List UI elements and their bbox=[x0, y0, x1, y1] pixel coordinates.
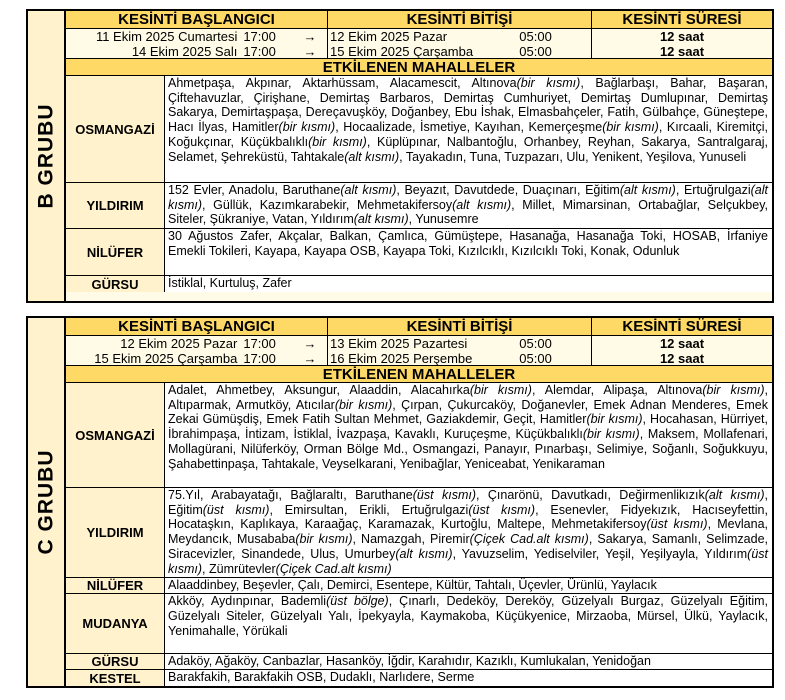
district-row bbox=[66, 383, 772, 488]
neighborhood-list: 152 Evler, Anadolu, Baruthane(alt kısmı), Beyazıt, Davutdede, Duaçınarı, Eğitim(alt kısmı), Ertuğrulgazi(alt kısmı), Güllük, Kazımkarabekir, Mehmetakifersoy(alt kısmı), Millet, Mimarsinan, Ortabağlar, Selçukbey, Siteler, Şükraniye, Vatan, Yıldırım(alt kısmı), Yunusemre bbox=[165, 183, 772, 228]
end-time: 05:00 bbox=[519, 29, 552, 44]
group-c-table bbox=[26, 316, 774, 688]
district-name: OSMANGAZİ bbox=[66, 383, 165, 487]
end-header: KESİNTİ BİTİŞİ bbox=[328, 11, 592, 28]
schedule-row bbox=[66, 351, 772, 366]
duration: 12 saat bbox=[659, 29, 705, 44]
start-header: KESİNTİ BAŞLANGICI bbox=[66, 318, 328, 335]
start-date: 12 Ekim 2025 Pazar bbox=[120, 336, 238, 351]
duration-header: KESİNTİ SÜRESİ bbox=[622, 318, 742, 335]
start-date: 14 Ekim 2025 Salı bbox=[131, 44, 238, 59]
district-name: NİLÜFER bbox=[66, 229, 165, 275]
group-content bbox=[66, 11, 772, 301]
neighborhood-list: Barakfakih, Barakfakih OSB, Dudaklı, Narlıdere, Serme bbox=[165, 670, 772, 686]
neighborhood-list: Ahmetpaşa, Akpınar, Aktarhüssam, Alacamescit, Altınova(bir kısmı), Bağlarbaşı, Bahar, Başaran, Çiftehavuzlar, Çirişhane, Demirtaş Barbaros, Demirtaş Cumhuriyet, Demirtaş Dumlupınar, Demirtaş Sakarya, Demirtaşpaşa, Dereçavuşköy, Doğanbey, Ebu İshak, Elmasbahçeler, Fatih, Gülbahçe, Güneştepe, Hacı İlyas, Hamitler(bir kısmı), Hocaalizade, İsmetiye, Kayıhan, Kemerçeşme(bir kısmı), Kırcaali, Kiremitçi, Koğukçınar, Küçükbalıklı(bir kısmı), Küplüpınar, Nalbantoğlu, Orhanbey, Reyhan, Sakarya, Santralgaraj, Selamet, Şehreküstü, Tahtakale(alt kısmı), Tayakadın, Tuna, Tuzpazarı, Ulu, Yenikent, Yeşilova, Yunuseli bbox=[165, 76, 772, 182]
header-row bbox=[66, 318, 772, 336]
end-time: 05:00 bbox=[519, 44, 552, 59]
duration-header: KESİNTİ SÜRESİ bbox=[622, 11, 742, 28]
district-name: YILDIRIM bbox=[66, 488, 165, 577]
start-time: 17:00 bbox=[243, 44, 276, 59]
group-b-table bbox=[26, 9, 774, 303]
end-date: 16 Ekim 2025 Perşembe bbox=[330, 351, 473, 366]
district-name: KESTEL bbox=[66, 670, 165, 686]
start-date: 15 Ekim 2025 Çarşamba bbox=[94, 351, 238, 366]
end-date: 15 Ekim 2025 Çarşamba bbox=[330, 44, 474, 59]
end-date: 12 Ekim 2025 Pazar bbox=[330, 29, 448, 44]
neighborhood-list: Alaaddinbey, Beşevler, Çalı, Demirci, Esentepe, Kültür, Tahtalı, Üçevler, Ürünlü, Yaylacık bbox=[165, 578, 772, 593]
neighborhood-list: Akköy, Aydınpınar, Bademli(üst bölge), Çınarlı, Dedeköy, Dereköy, Güzelyalı Burgaz, Güzelyalı Eğitim, Güzelyalı Siteler, Güzelyalı Yalı, İpekyayla, Kaymakoba, Küçükyenice, Mirzaoba, Mürsel, Ülkü, Yaylacık, Yenimahalle, Yörükali bbox=[165, 594, 772, 653]
district-row bbox=[66, 183, 772, 229]
end-time: 05:00 bbox=[519, 351, 552, 366]
duration: 12 saat bbox=[659, 44, 705, 59]
district-row bbox=[66, 488, 772, 578]
district-name: NİLÜFER bbox=[66, 578, 165, 593]
header-row bbox=[66, 11, 772, 29]
schedule-row bbox=[66, 44, 772, 59]
duration: 12 saat bbox=[659, 336, 705, 351]
district-row bbox=[66, 670, 772, 686]
group-content bbox=[66, 318, 772, 686]
neighborhood-list: Adalet, Ahmetbey, Aksungur, Alaaddin, Alacahırka(bir kısmı), Alemdar, Alipaşa, Altınova(bir kısmı), Altıparmak, Armutköy, Atıcılar(bir kısmı), Çırpan, Çukurcaköy, Doğanevler, Emek Adnan Menderes, Emek Zekai Gümüşdiş, Emek Fatih Sultan Mehmet, Gaziakdemir, Geçit, Hamitler(bir kısmı), Hocahasan, Hürriyet, İbrahimpaşa, İntizam, İstiklal, İvazpaşa, Kavaklı, Kuruçeşme, Küçükbalıklı(bir kısmı), Maksem, Mollafenari, Mollagürani, Nilüferköy, Orman Bölge Md., Osmangazi, Panayır, Pınarbaşı, Selimiye, Soğanlı, Soğukkuyu, Şahabettinpaşa, Tahtakale, Veyselkarani, Yenibağlar, Yeniceabat, Yenikaraman bbox=[165, 383, 772, 487]
start-time: 17:00 bbox=[243, 336, 276, 351]
group-label: C GRUBU bbox=[34, 449, 57, 555]
district-name: GÜRSU bbox=[66, 276, 165, 292]
district-name: MUDANYA bbox=[66, 594, 165, 653]
schedule-row bbox=[66, 29, 772, 44]
district-name: GÜRSU bbox=[66, 654, 165, 669]
arrow-icon: → bbox=[303, 44, 317, 59]
district-row bbox=[66, 594, 772, 654]
start-header: KESİNTİ BAŞLANGICI bbox=[66, 11, 328, 28]
district-row bbox=[66, 76, 772, 183]
district-name: OSMANGAZİ bbox=[66, 76, 165, 182]
start-date: 11 Ekim 2025 Cumartesi bbox=[95, 29, 238, 44]
group-label: B GRUBU bbox=[34, 103, 57, 209]
district-row bbox=[66, 654, 772, 670]
end-date: 13 Ekim 2025 Pazartesi bbox=[330, 336, 468, 351]
start-time: 17:00 bbox=[243, 351, 276, 366]
district-row bbox=[66, 578, 772, 594]
neighborhood-list: Adaköy, Ağaköy, Canbazlar, Hasanköy, İğdir, Karahıdır, Kazıklı, Kumlukalan, Yenidoğan bbox=[165, 654, 772, 669]
end-time: 05:00 bbox=[519, 336, 552, 351]
neighborhood-list: İstiklal, Kurtuluş, Zafer bbox=[165, 276, 772, 292]
schedule-row bbox=[66, 336, 772, 351]
affected-header: ETKİLENEN MAHALLELER bbox=[66, 59, 772, 76]
district-name: YILDIRIM bbox=[66, 183, 165, 228]
group-label-cell bbox=[28, 318, 66, 686]
district-row bbox=[66, 276, 772, 292]
arrow-icon: → bbox=[303, 336, 317, 351]
arrow-icon: → bbox=[303, 29, 317, 44]
arrow-icon: → bbox=[303, 351, 317, 366]
duration: 12 saat bbox=[659, 351, 705, 366]
affected-header: ETKİLENEN MAHALLELER bbox=[66, 366, 772, 383]
start-time: 17:00 bbox=[243, 29, 276, 44]
neighborhood-list: 75.Yıl, Arabayatağı, Bağlaraltı, Baruthane(üst kısmı), Çınarönü, Davutkadı, Değirmenlikızık(alt kısmı), Eğitim(üst kısmı), Emirsultan, Erikli, Ertuğrulgazi(üst kısmı), Esenevler, Fidyekızık, Hacıseyfettin, Hocataşkın, Kaplıkaya, Karaağaç, Karamazak, Kurtoğlu, Maltepe, Mehmetakifersoy(üst kısmı), Mevlana, Meydancık, Musababa(bir kısmı), Namazgah, Piremir(Çiçek Cad.alt kısmı), Sakarya, Samanlı, Selimzade, Siracevizler, Sinandede, Ulus, Umurbey(alt kısmı), Yavuzselim, Yediselviler, Yeşil, Yeşilyayla, Yıldırım(üst kısmı), Zümrütevler(Çiçek Cad.alt kısmı) bbox=[165, 488, 772, 577]
district-row bbox=[66, 229, 772, 276]
end-header: KESİNTİ BİTİŞİ bbox=[328, 318, 592, 335]
neighborhood-list: 30 Ağustos Zafer, Akçalar, Balkan, Çamlıca, Gümüştepe, Hasanağa, Hasanağa Toki, HOSAB, İrfaniye Emekli Tokileri, Kayapa, Kayapa OSB, Kayapa Toki, Kızılcıklı, Kızılcıklı Toki, Konak, Odunluk bbox=[165, 229, 772, 275]
group-label-cell bbox=[28, 11, 66, 301]
